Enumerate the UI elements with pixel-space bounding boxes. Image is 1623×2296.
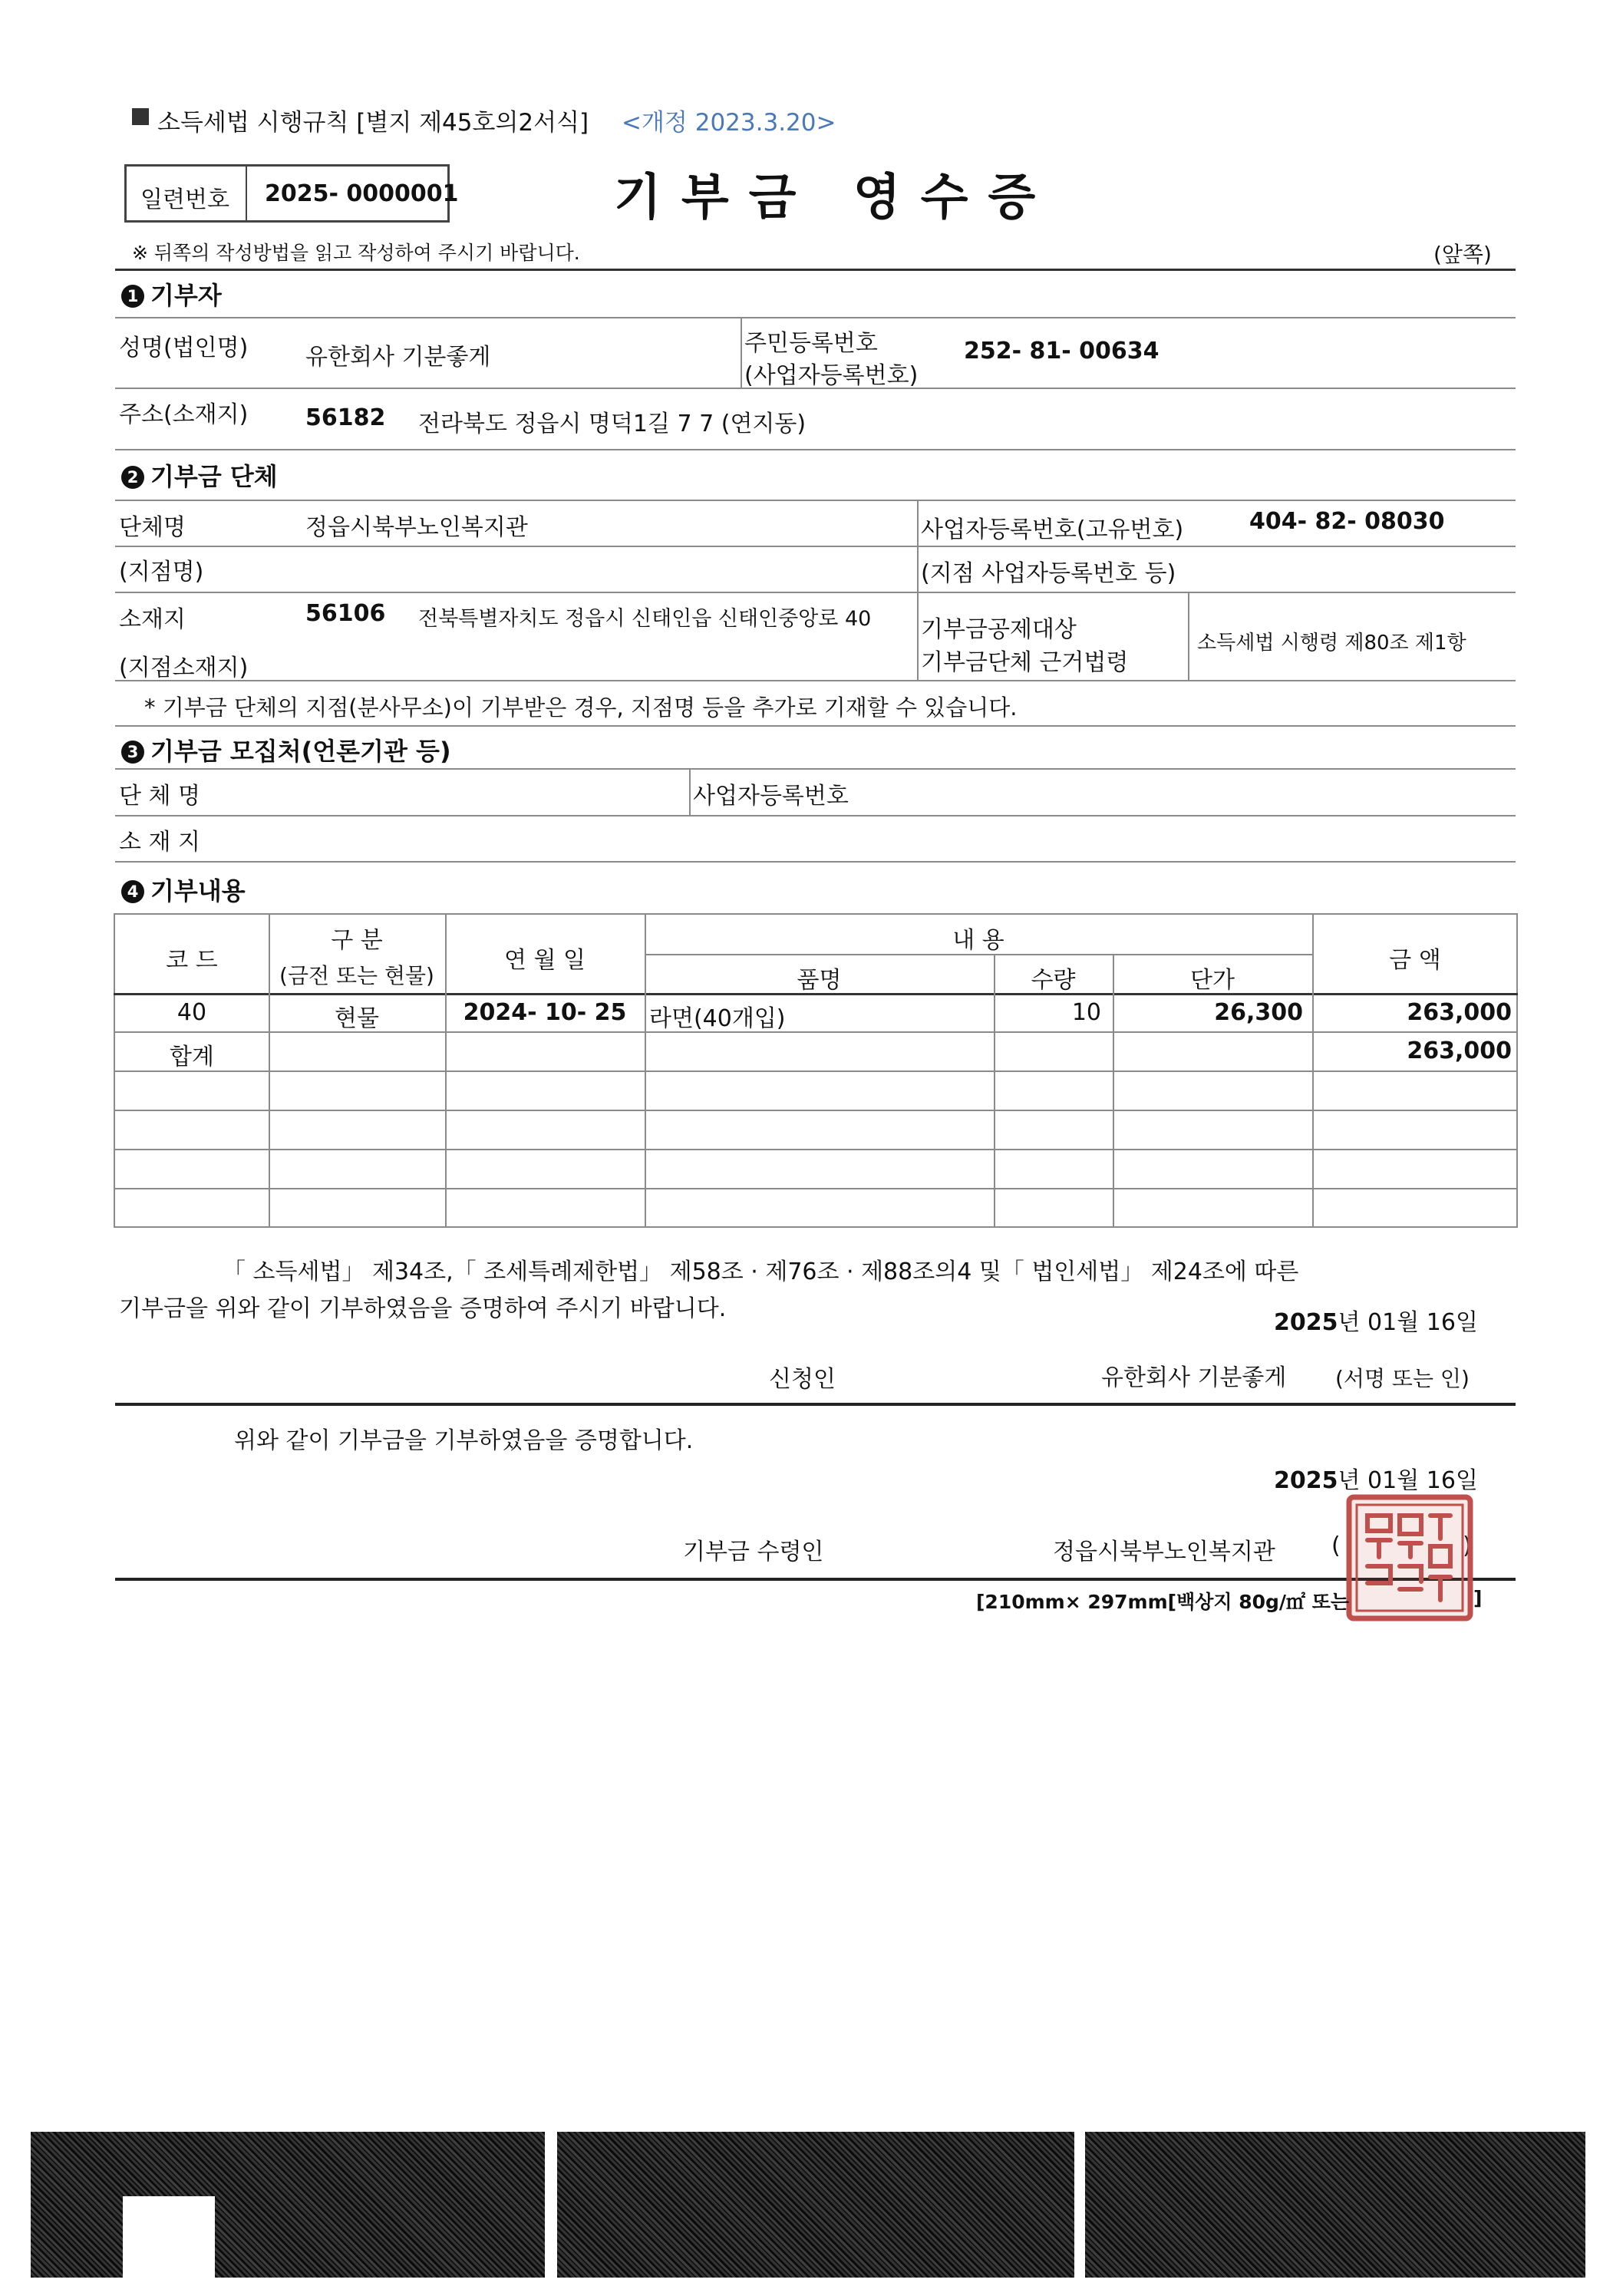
col-content-header: 내 용 xyxy=(952,927,1004,954)
collector-biz-label: 사업자등록번호 xyxy=(693,783,849,810)
org-location-label: 소재지 xyxy=(119,606,186,633)
recipient-label: 기부금 수령인 xyxy=(683,1539,824,1565)
deduct-label-1: 기부금공제대상 xyxy=(921,616,1077,643)
signature-label: (서명 또는 인) xyxy=(1335,1366,1470,1391)
col-item-header: 품명 xyxy=(797,967,842,994)
col-amount-header: 금 액 xyxy=(1389,947,1441,974)
section-donation-title: 4 기부내용 xyxy=(121,872,246,907)
number-2-icon: 2 xyxy=(121,466,144,489)
row-code: 40 xyxy=(176,999,207,1026)
request-text-1: 「 소득세법」 제34조,「 조세특례제한법」 제58조 · 제76조 · 제88조의4 및「 법인세법」 제24조에 따른 xyxy=(223,1259,1299,1285)
certify-text: 위와 같이 기부금을 기부하였음을 증명합니다. xyxy=(234,1427,694,1454)
scan-noise-pattern-left xyxy=(31,2132,545,2278)
total-amount: 263,000 xyxy=(1407,1037,1512,1064)
donor-reg-value: 252- 81- 00634 xyxy=(964,338,1160,365)
org-footnote: * 기부금 단체의 지점(분사무소)이 기부받은 경우, 지점명 등을 추가로 기재할 수 있습니다. xyxy=(144,694,1018,721)
collector-location-label: 소 재 지 xyxy=(119,829,201,856)
form-reference: 소득세법 시행규칙 [별지 제45호의2서식] xyxy=(157,109,589,137)
serial-number-box xyxy=(124,164,459,223)
col-date-header: 연 월 일 xyxy=(503,947,586,974)
org-name-label: 단체명 xyxy=(119,514,186,541)
number-4-icon: 4 xyxy=(121,880,144,903)
donor-zip: 56182 xyxy=(305,404,386,431)
donor-reg-label-1: 주민등록번호 xyxy=(744,330,878,357)
front-side-label: (앞쪽) xyxy=(1433,242,1492,267)
scan-noise-pattern-right xyxy=(1085,2132,1585,2278)
applicant-name: 유한회사 기분좋게 xyxy=(1101,1364,1287,1391)
org-zip: 56106 xyxy=(305,600,386,627)
request-date: 2025년 01월 16일 xyxy=(1274,1309,1478,1336)
branch-name-label: (지점명) xyxy=(119,559,204,586)
col-unit-price-header: 단가 xyxy=(1190,967,1235,994)
paper-spec: [210mm× 297mm[백상지 80g/㎡ 또는 xyxy=(976,1591,1350,1613)
row-amount: 263,000 xyxy=(1407,999,1512,1026)
row-qty: 10 xyxy=(1071,999,1101,1026)
donor-name: 유한회사 기분좋게 xyxy=(305,344,491,371)
section-collector-title: 3 기부금 모집처(언론기관 등) xyxy=(121,732,451,767)
branch-location-label: (지점소재지) xyxy=(119,655,249,681)
official-seal-stamp xyxy=(1344,1493,1475,1623)
section-org-title: 2 기부금 단체 xyxy=(121,457,278,493)
donor-reg-label-2: (사업자등록번호) xyxy=(744,362,919,389)
col-type-header-1: 구 분 xyxy=(331,927,383,954)
serial-label: 일련번호 xyxy=(140,186,229,213)
section-donor-title: 1 기부자 xyxy=(121,276,222,312)
col-code-header: 코 드 xyxy=(166,947,218,974)
branch-biz-label: (지점 사업자등록번호 등) xyxy=(921,560,1176,587)
paper-spec-bracket: ] xyxy=(1473,1587,1483,1609)
number-3-icon: 3 xyxy=(121,741,144,764)
donor-address-label: 주소(소재지) xyxy=(119,401,249,428)
total-label: 합계 xyxy=(170,1044,214,1070)
row-type: 현물 xyxy=(335,1005,379,1032)
row-item: 라면(40개입) xyxy=(649,1005,786,1032)
deduct-label-2: 기부금단체 근거법령 xyxy=(921,649,1129,676)
request-text-2: 기부금을 위와 같이 기부하였음을 증명하여 주시기 바랍니다. xyxy=(119,1295,727,1322)
applicant-label: 신청인 xyxy=(769,1366,836,1393)
page-title: 기부금 영수증 xyxy=(614,170,1056,226)
row-unit-price: 26,300 xyxy=(1214,999,1303,1026)
org-name: 정읍시북부노인복지관 xyxy=(305,514,528,541)
deduct-value: 소득세법 시행령 제80조 제1항 xyxy=(1197,632,1466,655)
certify-date: 2025년 01월 16일 xyxy=(1274,1467,1478,1494)
row-date: 2024- 10- 25 xyxy=(463,999,627,1026)
number-1-icon: 1 xyxy=(121,285,144,308)
scan-noise-pattern-middle xyxy=(557,2132,1074,2278)
paren-open: ( xyxy=(1331,1532,1341,1559)
recipient-name: 정읍시북부노인복지관 xyxy=(1053,1539,1275,1565)
col-qty-header: 수량 xyxy=(1031,967,1076,994)
org-biz-value: 404- 82- 08030 xyxy=(1249,508,1445,535)
donor-address: 전라북도 정읍시 명덕1길 7 7 (연지동) xyxy=(418,411,807,437)
bullet-square-icon xyxy=(132,108,149,125)
org-address: 전북특별자치도 정읍시 신태인읍 신태인중앙로 40 xyxy=(418,607,872,631)
revision-date: <개정 2023.3.20> xyxy=(622,109,836,137)
donor-name-label: 성명(법인명) xyxy=(119,335,249,361)
instruction-note: ※ 뒤쪽의 작성방법을 읽고 작성하여 주시기 바랍니다. xyxy=(132,242,580,264)
org-biz-label: 사업자등록번호(고유번호) xyxy=(921,516,1184,543)
scan-blank-patch xyxy=(123,2196,215,2278)
serial-value: 2025- 0000001 xyxy=(265,180,459,207)
col-type-header-2: (금전 또는 현물) xyxy=(279,963,434,988)
collector-name-label: 단 체 명 xyxy=(119,783,201,810)
